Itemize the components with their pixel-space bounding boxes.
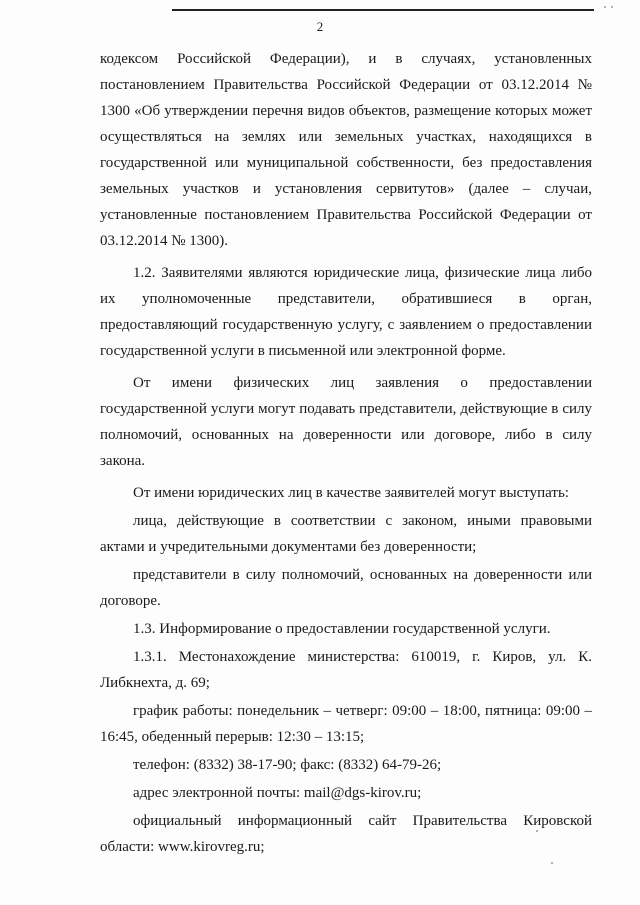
paragraph-applicants: 1.2. Заявителями являются юридические лица, физические лица либо их уполномоченные представители, обратившиеся в орган, предоставляющий государственную услугу, с заявлением о предоставлении государственной услуги в письменной или электронной форме. (100, 265, 592, 359)
paragraph-email: адрес электронной почты: mail@dgs-kirov.ru; (133, 785, 422, 801)
paragraph-informing: 1.3. Информирование о предоставлении государственной услуги. (133, 621, 551, 637)
paragraph-authorized-representatives: представители в силу полномочий, основанных на доверенности или договоре. (100, 567, 592, 609)
scan-speck (551, 862, 553, 864)
page-number: 2 (316, 19, 324, 34)
paragraph-code-reference: кодексом Российской Федерации), и в случаях, установленных постановлением Правительства Российской Федерации от 03.12.2014 № 1300 «Об утверждении перечня видов объектов, размещение которых может осуществляться на землях или земельных участках, находящихся в государственной или муниципальной собственности, без предоставления земельных участков и установления сервитутов» (далее – случаи, установленные постановлением Правительства Российской Федерации от 03.12.2014 № 1300). (100, 51, 592, 249)
paragraph-work-schedule: график работы: понедельник – четверг: 09:00 – 18:00, пятница: 09:00 – 16:45, обеденный перерыв: 12:30 – 13:15; (100, 703, 592, 745)
paragraph-legal-entities: От имени юридических лиц в качестве заявителей могут выступать: (133, 485, 569, 501)
paragraph-website: официальный информационный сайт Правительства Кировской области: www.kirovreg.ru; (100, 813, 592, 855)
paragraph-location: 1.3.1. Местонахождение министерства: 610019, г. Киров, ул. К. Либкнехта, д. 69; (100, 649, 592, 691)
paragraph-phone-fax: телефон: (8332) 38-17-90; факс: (8332) 64-79-26; (133, 757, 442, 773)
paragraph-individual-representatives: От имени физических лиц заявления о предоставлении государственной услуги могут подавать представители, действующие в силу полномочий, основанных на доверенности или договоре, либо в силу закона. (100, 375, 592, 469)
header-rule (172, 9, 594, 11)
scan-speck (604, 6, 606, 8)
scan-speck (536, 830, 538, 832)
scan-speck (611, 6, 613, 8)
document-body (100, 46, 592, 860)
paragraph-persons-acting: лица, действующие в соответствии с законом, иными правовыми актами и учредительными документами без доверенности; (100, 513, 592, 555)
